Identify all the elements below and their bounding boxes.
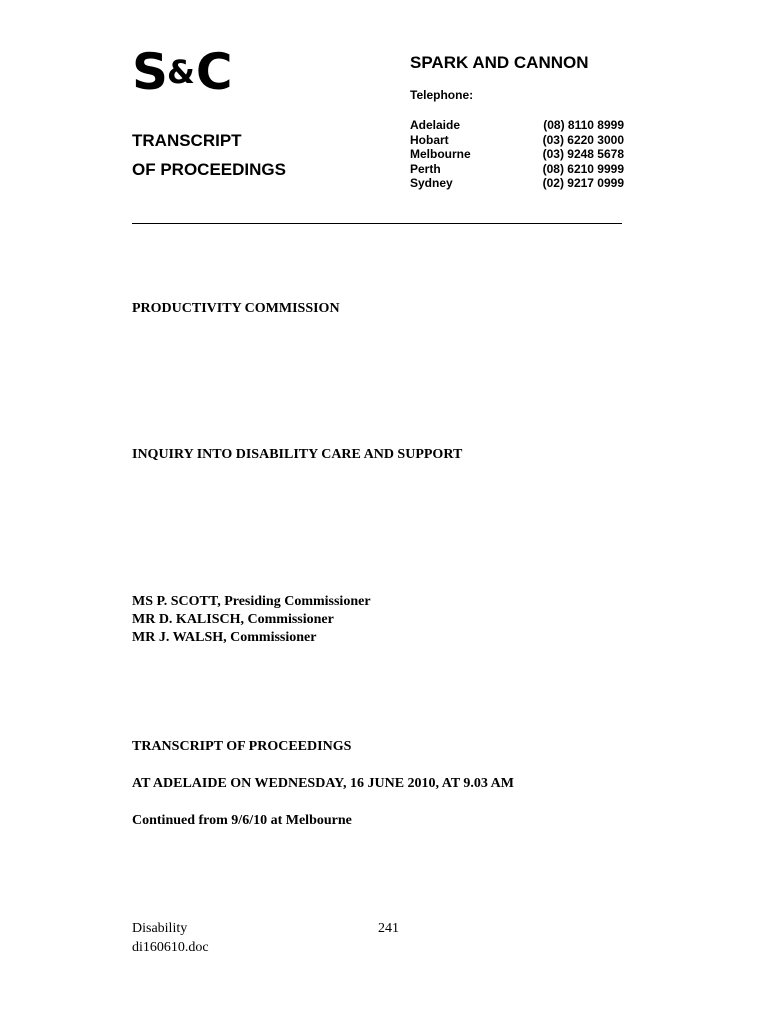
office-city: Melbourne xyxy=(410,147,471,162)
office-phone: (03) 6220 3000 xyxy=(542,132,624,147)
office-row xyxy=(410,133,624,148)
inquiry-heading: INQUIRY INTO DISABILITY CARE AND SUPPORT xyxy=(132,447,463,462)
organisation-heading: PRODUCTIVITY COMMISSION xyxy=(132,301,340,316)
footer-filename: di160610.doc xyxy=(132,940,209,955)
commissioner-entry: MR J. WALSH, Commissioner xyxy=(132,630,317,645)
telephone-label: Telephone: xyxy=(410,88,474,102)
document-title-line-1: TRANSCRIPT xyxy=(132,131,242,150)
office-row xyxy=(410,162,624,177)
commissioner-entry: MS P. SCOTT, Presiding Commissioner xyxy=(132,594,371,609)
proceedings-heading: TRANSCRIPT OF PROCEEDINGS xyxy=(132,739,352,754)
logo-letter-c: C xyxy=(195,43,231,101)
logo-letter-s: S xyxy=(132,43,167,101)
page-number: 241 xyxy=(378,921,399,936)
office-city: Perth xyxy=(410,161,441,176)
location-date-line: AT ADELAIDE ON WEDNESDAY, 16 JUNE 2010, AT 9.03 AM xyxy=(132,776,514,791)
footer-document-info xyxy=(132,919,209,957)
office-row xyxy=(410,147,624,162)
office-phone: (08) 6210 9999 xyxy=(542,161,624,176)
footer-topic: Disability xyxy=(132,921,188,936)
office-phone-list xyxy=(410,118,624,191)
spark-and-cannon-logo xyxy=(132,44,231,100)
office-row xyxy=(410,118,624,133)
logo-ampersand: & xyxy=(167,53,195,91)
office-row xyxy=(410,176,624,191)
continued-from-line: Continued from 9/6/10 at Melbourne xyxy=(132,813,352,828)
commissioner-entry: MR D. KALISCH, Commissioner xyxy=(132,612,334,627)
office-city: Sydney xyxy=(410,176,453,191)
header-divider xyxy=(132,223,622,224)
document-title-line-2: OF PROCEEDINGS xyxy=(132,160,286,179)
commissioners-list xyxy=(132,593,371,647)
office-city: Adelaide xyxy=(410,118,461,132)
office-phone: (03) 9248 5678 xyxy=(542,147,624,162)
document-title xyxy=(132,126,286,184)
office-phone: (02) 9217 0999 xyxy=(542,176,624,191)
office-city: Hobart xyxy=(410,132,449,147)
office-phone: (08) 8110 8999 xyxy=(543,118,624,132)
firm-name: SPARK AND CANNON xyxy=(410,53,589,72)
